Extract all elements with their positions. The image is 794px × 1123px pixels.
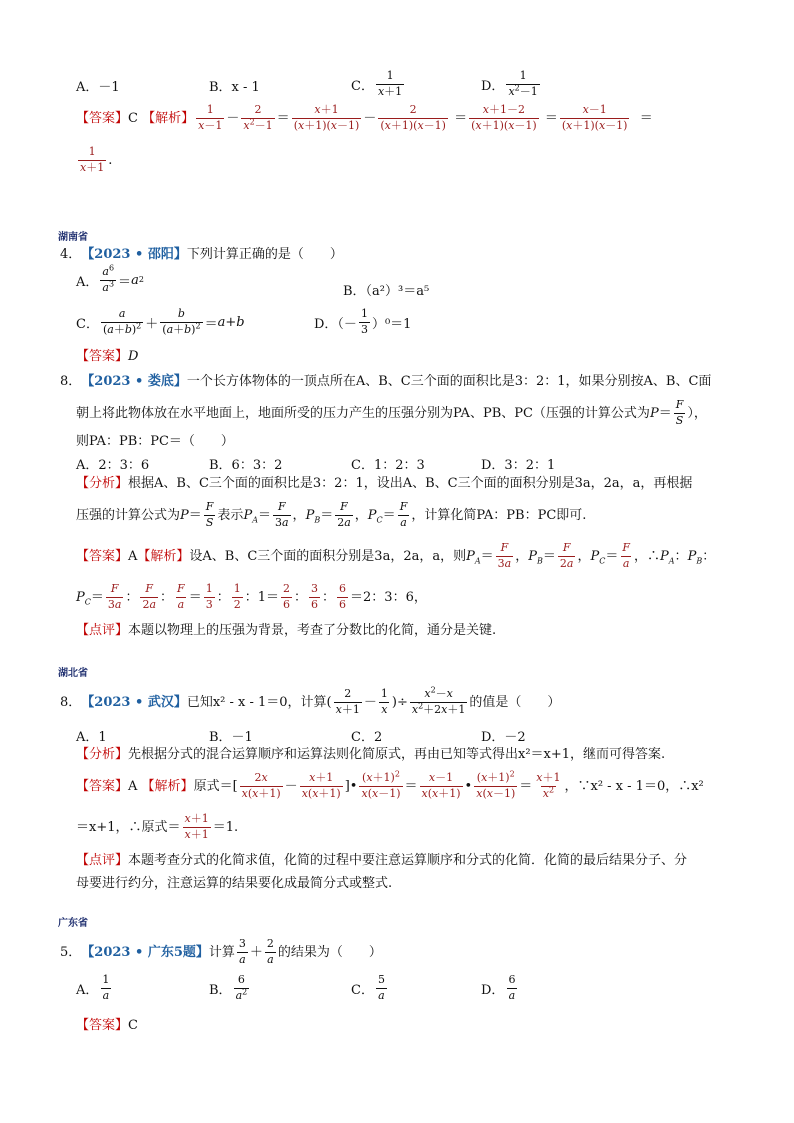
fraction: $\frac{F}{a}$	[622, 540, 630, 570]
fraction: $\frac{1}{x^2-1}$	[508, 69, 538, 98]
fraction: $\frac{2}{6}$	[283, 581, 290, 611]
fraction: $\frac{x+1-2}{(x+1)(x-1)}$	[471, 102, 537, 132]
fraction: $\frac{1}{2}$	[233, 581, 241, 611]
option-d: D． $\frac{1}{x^2-1}$	[481, 69, 538, 98]
fraction: $\frac{x+1}{x^2}$	[536, 770, 561, 800]
fraction: $\frac{1}{x}$	[380, 686, 388, 716]
fraction: $\frac{3}{a}$	[238, 936, 246, 966]
province-heading: 湖南省	[58, 232, 88, 243]
question-source: 【2023 • 邵阳】	[81, 246, 187, 262]
question-8-wuhan-analysis: 【分析】 先根据分式的混合运算顺序和运算法则化简原式，再由已知等式得出x²＝x+1，继而可得答案.	[76, 746, 666, 762]
question-source: 【2023 • 娄底】	[81, 373, 187, 389]
fraction: $\frac{F}{3a}$	[497, 540, 512, 570]
fraction: $\frac{x-1}{x(x+1)}$	[421, 770, 461, 800]
option-c: C． $\frac{a}{(a+b)^2}$ ＋ $\frac{b}{(a+b)^2}$ ＝ a + b	[76, 307, 245, 336]
fraction: $\frac{a}{(a+b)^2}$	[102, 307, 142, 336]
fraction: $\frac{F}{a}$	[399, 499, 408, 529]
option-a: A．－1	[76, 80, 120, 95]
question-source: 【2023 • 广东5题】	[81, 944, 209, 960]
question-8-wuhan-solution-2: ＝x+1，∴原式＝ $\frac{x+1}{x+1}$ ＝1.	[76, 811, 239, 841]
option-a: A．2：3：6	[76, 458, 150, 473]
fraction: $\frac{2}{a}$	[266, 936, 274, 966]
fraction: $\frac{1}{x-1}$	[198, 102, 223, 132]
fraction: $\frac{2}{x^2-1}$	[243, 102, 273, 132]
question-4-stem: 4． 【2023 • 邵阳】 下列计算正确的是（ ）	[60, 246, 343, 262]
option-c: C．1：2：3	[351, 458, 425, 473]
fraction: $\frac{x+1}{x+1}$	[184, 811, 209, 841]
fraction: $\frac{1}{x+1}$	[80, 144, 105, 174]
question-8-loudi-analysis-2: 压强的计算公式为 P ＝ $\frac{F}{S}$ 表示 $P_A$ ＝ $\frac{F}{3a}$ ， $P_B$ ＝ $\frac{F}{2a}$ ， $P_C$ ＝ $\frac{F}{a}$ ，计算化简PA：PB：PC即可.	[76, 499, 587, 529]
fraction: $\frac{F}{S}$	[675, 397, 684, 427]
fraction: $\frac{(x+1)^2}{x(x-1)}$	[476, 769, 516, 800]
option-d: D．－2	[481, 730, 526, 745]
fraction: $\frac{(x+1)^2}{x(x-1)}$	[361, 769, 401, 800]
province-heading: 广东省	[58, 918, 88, 929]
fraction: $\frac{2}{(x+1)(x-1)}$	[380, 102, 446, 132]
fraction: $\frac{F}{2a}$	[559, 540, 574, 570]
fraction: $\frac{F}{S}$	[205, 499, 214, 529]
option-a: A． $\frac{a^6}{a^3}$ ＝ a 2	[76, 263, 144, 294]
question-4-answer: 【答案】 D	[76, 348, 139, 364]
option-d: D．（－ $\frac{1}{3}$ ）⁰＝1	[314, 307, 412, 336]
fraction: $\frac{6}{a}$	[508, 973, 516, 1002]
question-5-stem: 5． 【2023 • 广东5题】 计算 $\frac{3}{a}$ ＋ $\frac{2}{a}$ 的结果为（ ）	[60, 936, 382, 966]
question-8-loudi-stem-3: 则PA：PB：PC＝（ ）	[76, 433, 234, 449]
question-5-answer: 【答案】 C	[76, 1017, 138, 1033]
fraction: $\frac{a^6}{a^3}$	[102, 263, 115, 294]
question-4-options-row1	[76, 263, 716, 302]
question-8-wuhan-stem: 8． 【2023 • 武汉】 已知x² - x - 1＝0，计算( $\frac{2}{x+1}$ － $\frac{1}{x}$ )÷ $\frac{x^2-x}{x^2+2x+1}$ 的值是（ ）	[60, 685, 561, 716]
prev-answer: 【答案】 C 【解析】 $\frac{1}{x-1}$ － $\frac{2}{x^2-1}$ ＝ $\frac{x+1}{(x+1)(x-1)}$ － $\frac{2}{(x+1)(x-1)}$ ＝ $\frac{x+1-2}{(x+1)(x-1)}$ ＝ $\frac{x-1}{(x+1)(x-1)}$ ＝	[76, 102, 653, 132]
option-a: A． $\frac{1}{a}$	[76, 973, 110, 1002]
province-heading: 湖北省	[58, 668, 88, 679]
fraction: $\frac{x-1}{(x+1)(x-1)}$	[561, 102, 628, 132]
question-8-loudi-solution-2: $P_C$ ＝ $\frac{F}{3a}$ ： $\frac{F}{2a}$ ： $\frac{F}{a}$ ＝ $\frac{1}{3}$ ： $\frac{1}{2}$ ：1＝ $\frac{2}{6}$ ： $\frac{3}{6}$ ： $\frac{6}{6}$ ＝2：3：6，	[76, 581, 427, 611]
option-b: B． $\frac{6}{a^2}$	[209, 973, 248, 1002]
option-b: B．6：3：2	[209, 458, 283, 473]
option-d: D． $\frac{6}{a}$	[481, 973, 516, 1002]
fraction: $\frac{F}{3a}$	[107, 581, 122, 611]
question-8-loudi-solution-1: 【答案】 A 【解析】 设A、B、C三个面的面积分别是3a，2a，a，则 $P_A$ ＝ $\frac{F}{3a}$ ， $P_B$ ＝ $\frac{F}{2a}$ ， $P_C$ ＝ $\frac{F}{a}$ ，∴ $P_A$ ： $P_B$ ：	[76, 540, 716, 570]
fraction: $\frac{5}{a}$	[377, 973, 385, 1002]
question-8-loudi-stem-1: 8． 【2023 • 娄底】 一个长方体物体的一顶点所在A、B、C三个面的面积比是3：2：1，如果分别按A、B、C面	[60, 373, 712, 389]
question-4-options-row2	[76, 308, 716, 344]
option-b: B．－1	[209, 730, 253, 745]
question-8-loudi-comment: 【点评】 本题以物理上的压强为背景，考查了分数比的化简，通分是关键.	[76, 622, 497, 638]
option-b: B．x - 1	[209, 80, 260, 95]
fraction: $\frac{1}{3}$	[360, 307, 368, 336]
fraction: $\frac{F}{a}$	[177, 581, 185, 611]
fraction: $\frac{1}{x+1}$	[377, 69, 403, 98]
option-b: B．（a²）³＝a⁵	[343, 284, 430, 299]
fraction: $\frac{3}{6}$	[311, 581, 319, 611]
prev-options	[76, 70, 716, 100]
fraction: $\frac{b}{(a+b)^2}$	[162, 307, 201, 336]
fraction: $\frac{2x}{x(x+1)}$	[241, 770, 281, 800]
question-8-loudi-options	[76, 454, 716, 473]
fraction: $\frac{F}{2a}$	[142, 581, 157, 611]
option-d: D．3：2：1	[481, 458, 556, 473]
fraction: $\frac{6}{6}$	[339, 581, 347, 611]
fraction: $\frac{2}{x+1}$	[335, 686, 360, 716]
question-8-wuhan-comment-1: 【点评】 本题考查分式的化简求值，化简的过程中要注意运算顺序和分式的化简．化简的最后结果分子、分	[76, 852, 688, 868]
fraction: $\frac{x+1}{(x+1)(x-1)}$	[293, 102, 360, 132]
question-8-wuhan-options	[76, 726, 716, 745]
fraction: $\frac{F}{3a}$	[274, 499, 289, 529]
fraction: $\frac{F}{2a}$	[337, 499, 351, 529]
option-c: C．2	[351, 730, 383, 745]
option-c: C． $\frac{5}{a}$	[351, 973, 385, 1002]
fraction: $\frac{6}{a^2}$	[235, 973, 248, 1002]
prev-answer-cont: $\frac{1}{x+1}$ .	[80, 144, 113, 174]
question-8-loudi-stem-2: 朝上将此物体放在水平地面上，地面所受的压力产生的压强分别为PA、PB、PC（压强的计算公式为 P ＝ $\frac{F}{S}$ ），	[76, 397, 707, 427]
fraction: $\frac{1}{a}$	[102, 973, 110, 1002]
option-a: A．1	[76, 730, 107, 745]
question-8-wuhan-solution-1: 【答案】 A 【解析】 原式＝[ $\frac{2x}{x(x+1)}$ － $\frac{x+1}{x(x+1)}$ ]• $\frac{(x+1)^2}{x(x-1)}$ ＝ $\frac{x-1}{x(x+1)}$ • $\frac{(x+1)^2}{x(x-1)}$ ＝ $\frac{x+1}{x^2}$ ，∵x² - x - 1＝0，∴x²	[76, 769, 704, 800]
question-8-loudi-analysis-1: 【分析】 根据A、B、C三个面的面积比是3：2：1，设出A、B、C三个面的面积分别是3a，2a，a，再根据	[76, 475, 693, 491]
fraction: $\frac{x^2-x}{x^2+2x+1}$	[411, 685, 466, 716]
fraction: $\frac{1}{3}$	[205, 581, 213, 611]
question-source: 【2023 • 武汉】	[81, 694, 187, 710]
fraction: $\frac{x+1}{x(x+1)}$	[301, 770, 341, 800]
question-8-wuhan-comment-2: 母要进行约分，注意运算的结果要化成最简分式或整式.	[76, 875, 393, 891]
question-5-options	[76, 974, 716, 1010]
option-c: C． $\frac{1}{x+1}$	[351, 69, 403, 98]
